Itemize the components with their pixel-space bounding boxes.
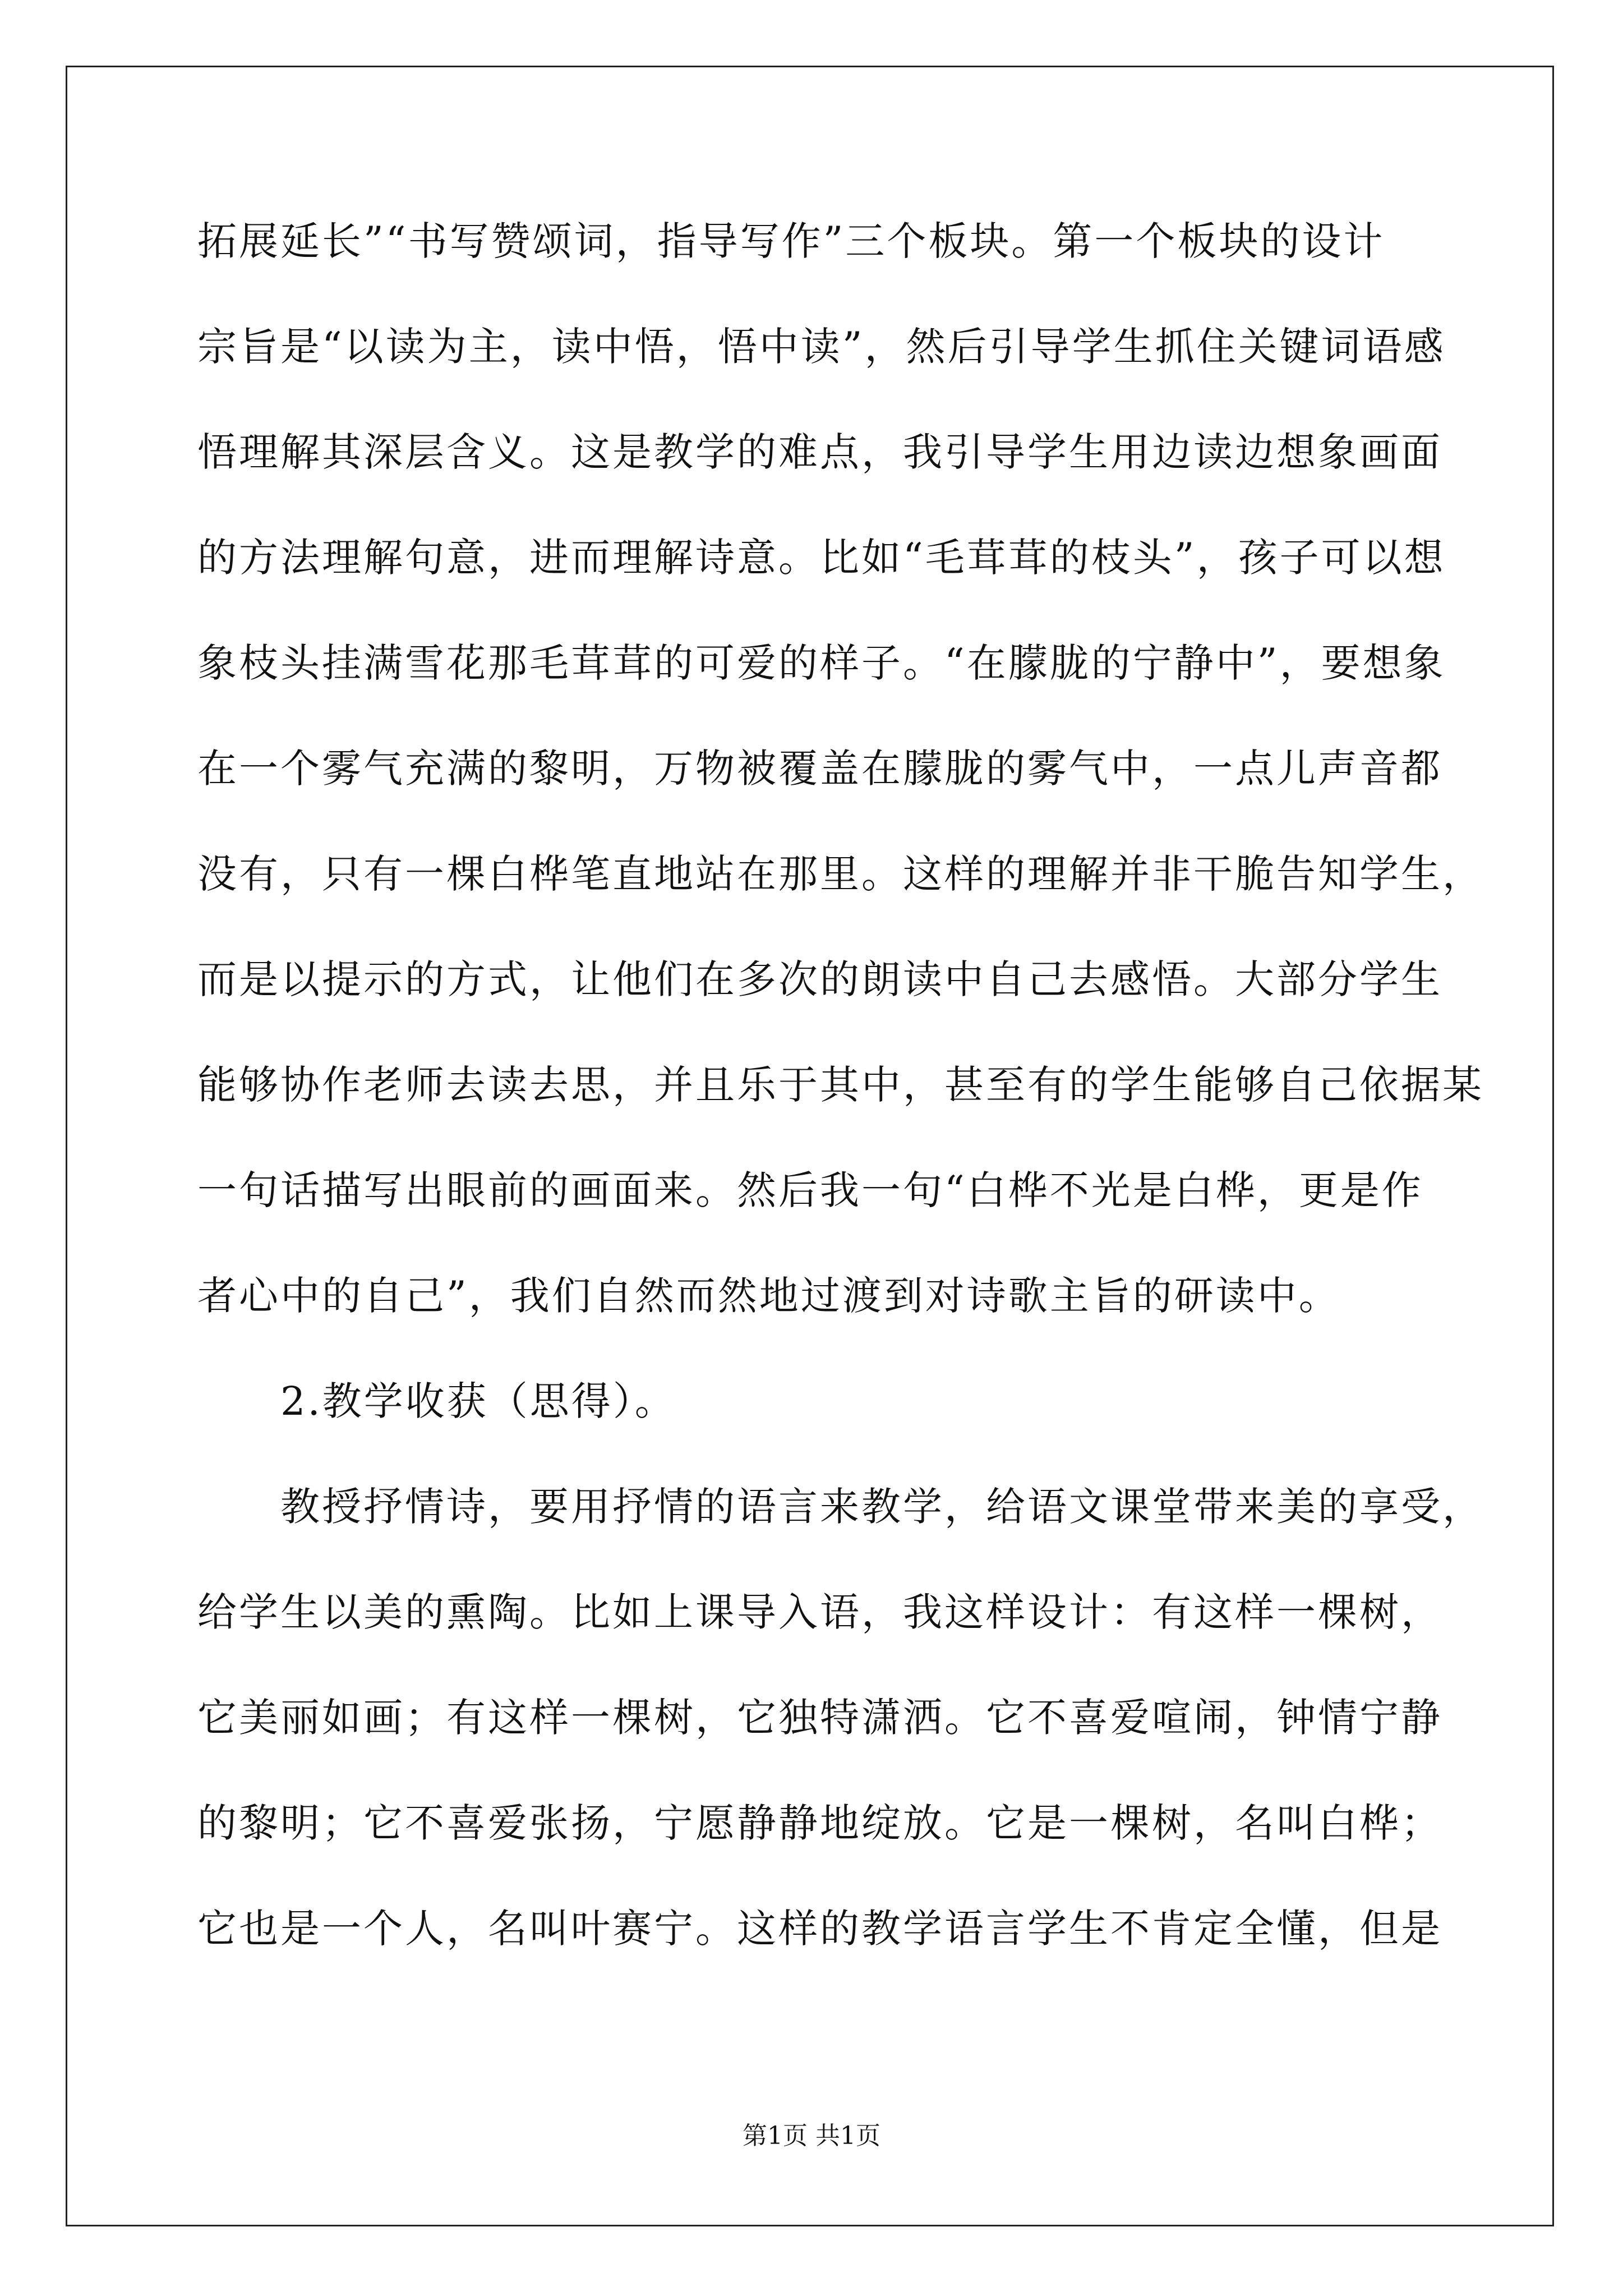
document-body [197, 213, 1484, 2006]
text-line: 没有，只有一棵白桦笔直地站在那里。这样的理解并非干脆告知学生， [197, 851, 1484, 897]
section-heading: 2.教学收获（思得）。 [280, 1378, 676, 1424]
text-line: 能够协作老师去读去思，并且乐于其中，甚至有的学生能够自己依据某 [197, 1062, 1484, 1108]
text-line: 宗旨是“以读为主，读中悟，悟中读”，然后引导学生抓住关键词语感 [197, 324, 1446, 370]
text-line: 一句话描写出眼前的画面来。然后我一句“白桦不光是白桦，更是作 [197, 1167, 1423, 1213]
text-line: 在一个雾气充满的黎明，万物被覆盖在朦胧的雾气中，一点儿声音都 [197, 746, 1442, 792]
text-line: 给学生以美的熏陶。比如上课导入语，我这样设计：有这样一棵树， [197, 1589, 1442, 1635]
text-line: 它美丽如画；有这样一棵树，它独特潇洒。它不喜爱喧闹，钟情宁静 [197, 1695, 1442, 1741]
text-line: 它也是一个人，名叫叶赛宁。这样的教学语言学生不肯定全懂，但是 [197, 1906, 1442, 1952]
text-line: 的黎明；它不喜爱张扬，宁愿静静地绽放。它是一棵树，名叫白桦； [197, 1800, 1442, 1846]
text-line: 而是以提示的方式，让他们在多次的朗读中自己去感悟。大部分学生 [197, 956, 1442, 1002]
text-line: 悟理解其深层含义。这是教学的难点，我引导学生用边读边想象画面 [197, 429, 1442, 475]
text-line: 象枝头挂满雪花那毛茸茸的可爱的样子。“在朦胧的宁静中”，要想象 [197, 640, 1446, 686]
text-line: 教授抒情诗，要用抒情的语言来教学，给语文课堂带来美的享受， [280, 1484, 1484, 1530]
text-line: 拓展延长”“书写赞颂词，指导写作”三个板块。第一个板块的设计 [197, 218, 1385, 264]
page-number-footer: 第1页 共1页 [743, 2122, 880, 2150]
text-line: 的方法理解句意，进而理解诗意。比如“毛茸茸的枝头”，孩子可以想 [197, 535, 1446, 581]
text-line: 者心中的自己”，我们自然而然地过渡到对诗歌主旨的研读中。 [197, 1273, 1340, 1319]
